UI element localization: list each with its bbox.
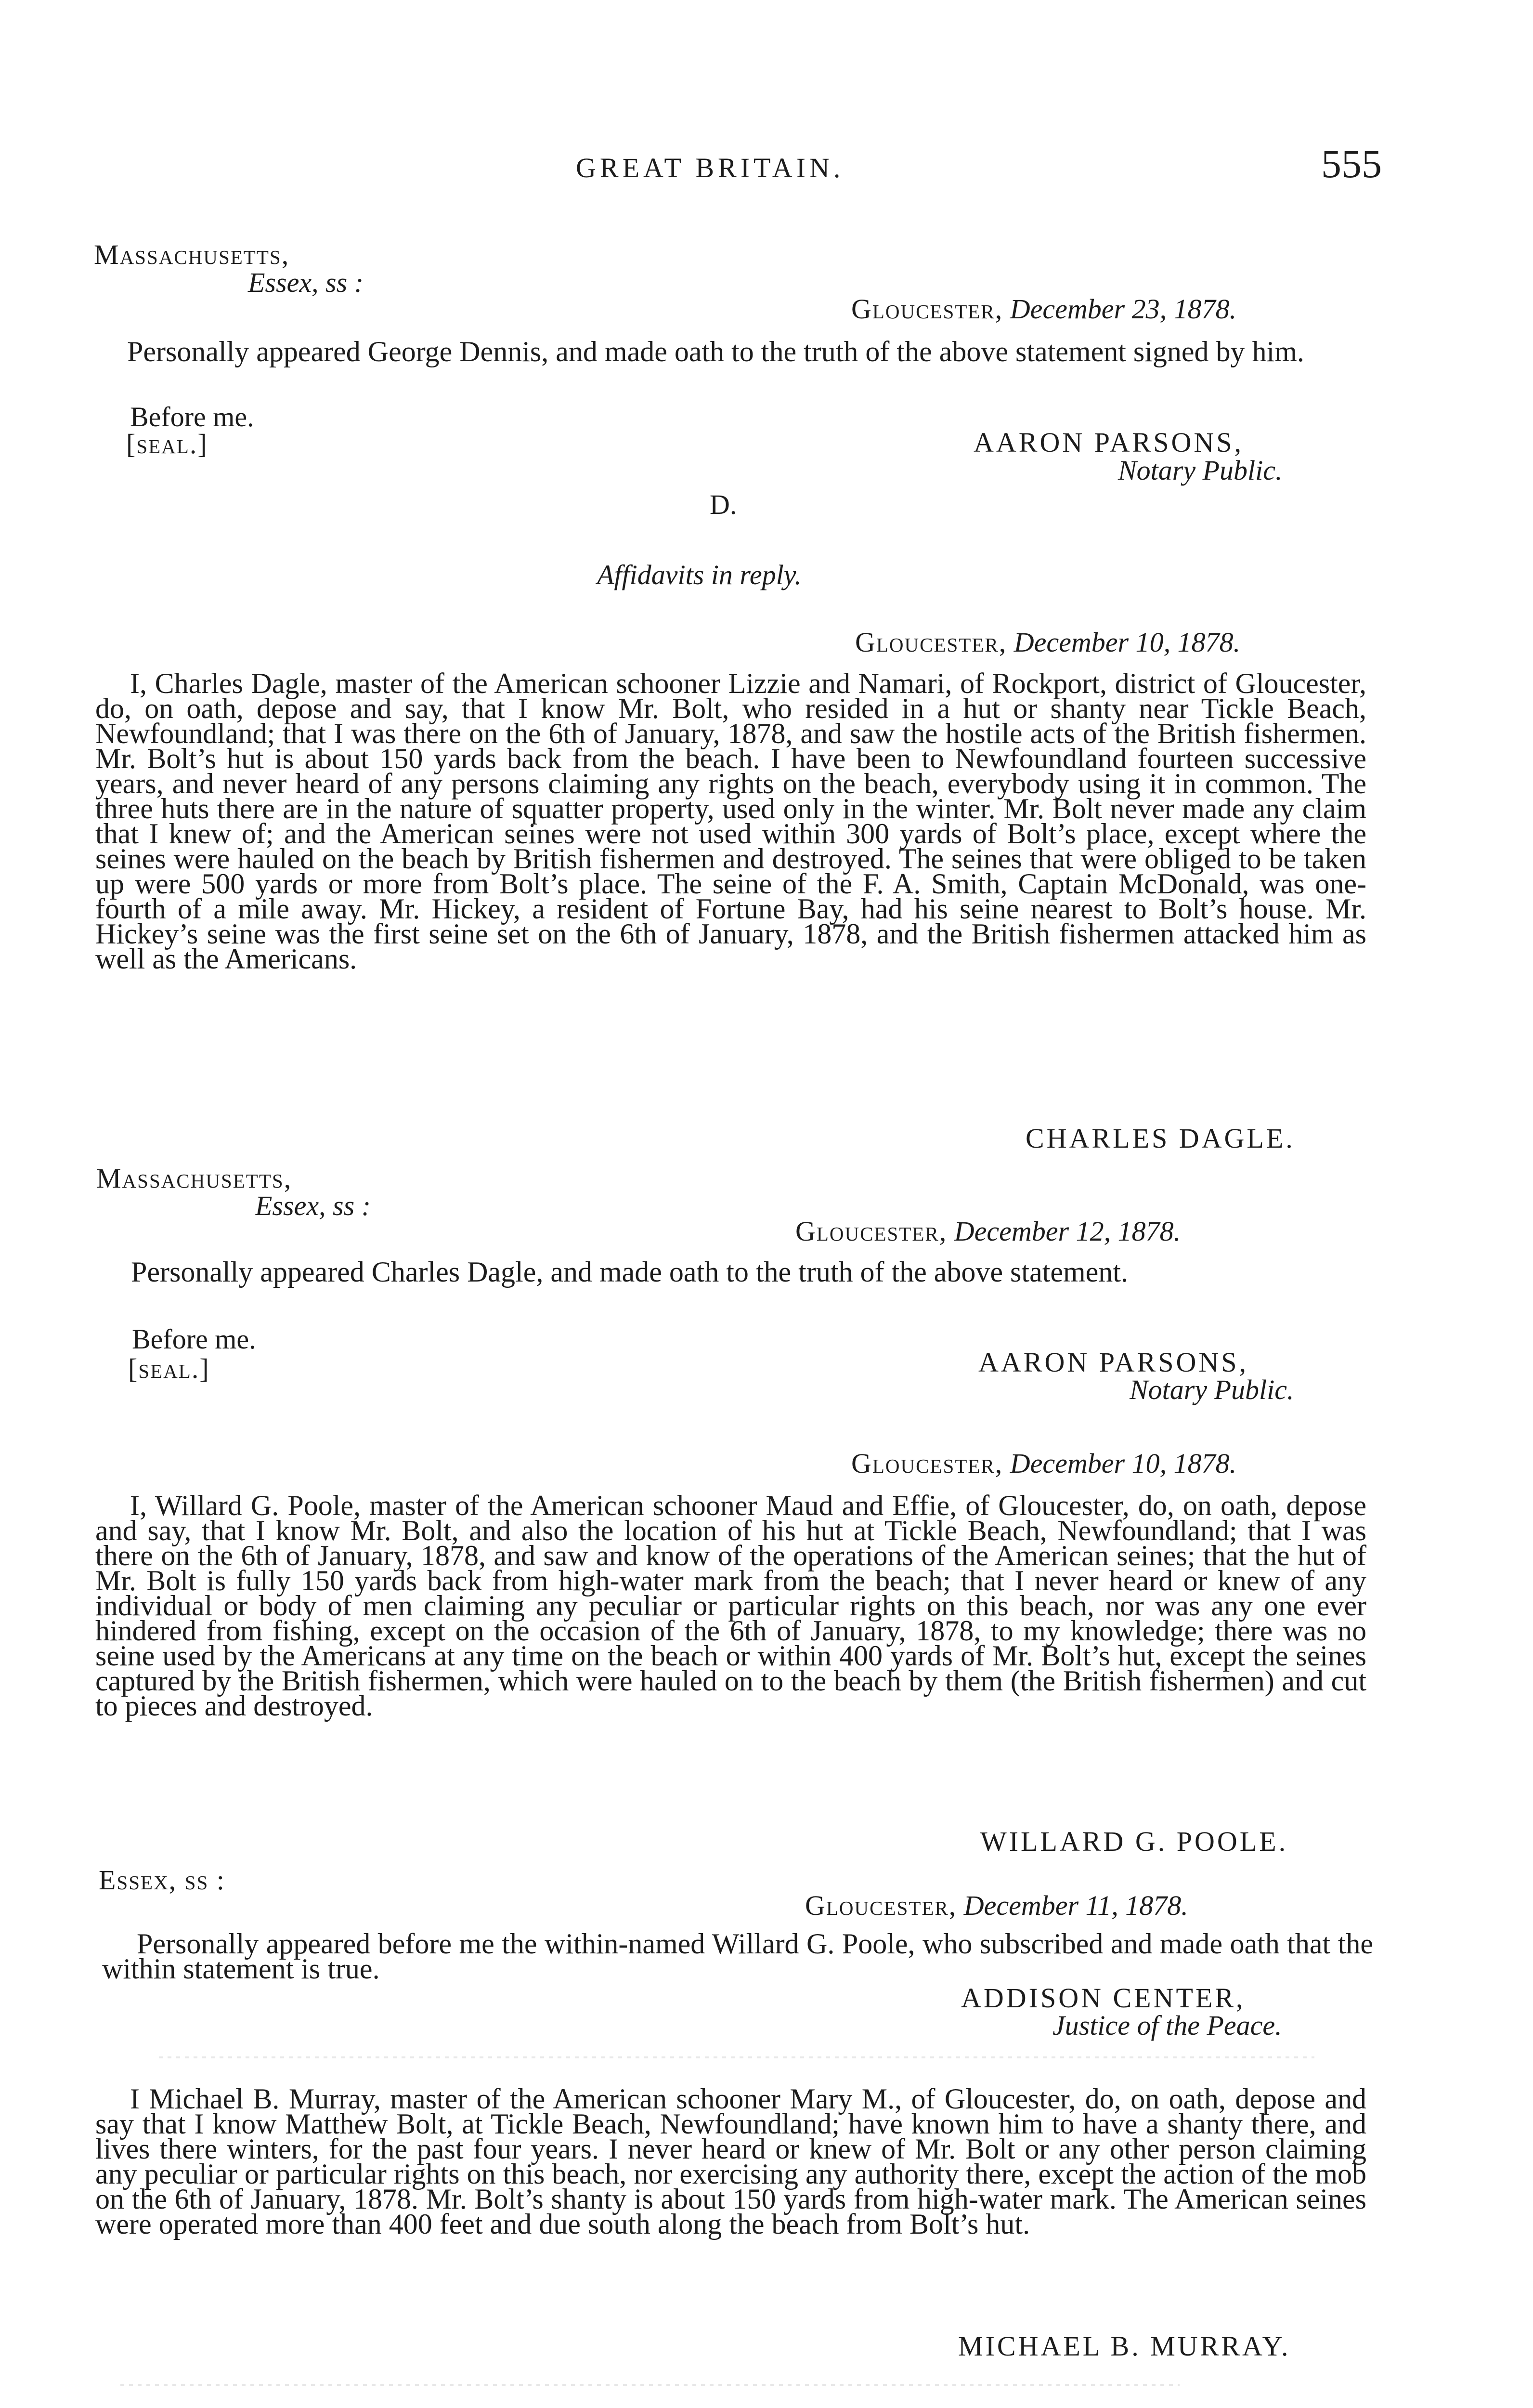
jurat-state: Massachusetts, bbox=[94, 239, 290, 270]
faint-show-through bbox=[120, 2384, 1180, 2386]
dateline-date: December 23, 1878. bbox=[1010, 293, 1237, 325]
affidavit-murray: I Michael B. Murray, master of the American schooner Mary M., of Gloucester, do, on oath, depose and say that I know Matthew Bolt, at Tickle Beach, Newfoundland; have known him to have a shanty there, and lives there winters, for the past four years. I never heard or knew of Mr. Bolt or any other person claiming any peculiar or particular rights on this beach, nor exercising any authority there, except the action of the mob on the 6th of January, 1878. Mr. Bolt’s shanty is about 150 yards from high-water mark. The American seines were operated more than 400 feet and due south along the beach from Bolt’s hut. bbox=[95, 2083, 1366, 2240]
appendix-heading: Affidavits in reply. bbox=[597, 559, 802, 590]
dateline bbox=[795, 1215, 1181, 1247]
dateline bbox=[805, 1889, 1188, 1922]
jurat-state: Massachusetts, bbox=[96, 1163, 292, 1194]
jurat-county: Essex, ss : bbox=[255, 1190, 371, 1221]
justice-title: Justice of the Peace. bbox=[1052, 2010, 1282, 2041]
dateline-date: December 10, 1878. bbox=[1010, 1448, 1237, 1479]
notary-name: AARON PARSONS, bbox=[974, 427, 1244, 458]
affidavit-dagle: I, Charles Dagle, master of the American schooner Lizzie and Namari, of Rockport, district of Gloucester, do, on oath, depose and say, that I know Mr. Bolt, who resided in a hut or shanty near Tickle Beach, Newfoundland; that I was there on the 6th of January, 1878, and saw the hostile acts of the British fishermen. Mr. Bolt’s hut is about 150 yards back from the beach. I have been to Newfoundland fourteen successive years, and never heard of any persons claiming any rights on the beach, everybody using it in common. The three huts there are in the nature of squatter property, used only in the winter. Mr. Bolt never made any claim that I knew of; and the American seines were not used within 300 yards of Bolt’s place, except where the seines were hauled on the beach by British fishermen and destroyed. The seines that were obliged to be taken up were 500 yards or more from Bolt’s place. The seine of the F. A. Smith, Captain McDonald, was one-fourth of a mile away. Mr. Hickey, a resident of Fortune Bay, had his seine nearest to Bolt’s house. Mr. Hickey’s seine was the first seine set on the 6th of January, 1878, and the British fishermen attacked him as well as the Americans. bbox=[95, 667, 1366, 975]
jurat-paragraph: Personally appeared Charles Dagle, and made oath to the truth of the above statement. bbox=[131, 1256, 1128, 1288]
appendix-letter: D. bbox=[710, 489, 737, 520]
dateline bbox=[855, 626, 1240, 658]
dateline-place: Gloucester, bbox=[805, 1890, 957, 1921]
notary-name: AARON PARSONS, bbox=[978, 1347, 1249, 1378]
jurat-county-line bbox=[99, 1864, 225, 1896]
dateline-place: Gloucester, bbox=[795, 1216, 948, 1247]
jurat-paragraph: Personally appeared George Dennis, and made oath to the truth of the above statement signed by him. bbox=[127, 336, 1304, 367]
dateline bbox=[851, 293, 1236, 325]
jurat-county: Essex, ss : bbox=[248, 267, 364, 298]
seal-mark: [seal.] bbox=[128, 1353, 210, 1384]
notary-title: Notary Public. bbox=[1130, 1374, 1294, 1405]
dateline-place: Gloucester, bbox=[855, 627, 1007, 658]
notary-title: Notary Public. bbox=[1118, 455, 1283, 486]
before-me: Before me. bbox=[132, 1323, 256, 1355]
justice-name: ADDISON CENTER, bbox=[961, 1982, 1246, 2014]
seal-mark: [seal.] bbox=[126, 428, 208, 459]
dateline-place: Gloucester, bbox=[851, 293, 1003, 325]
page-number: 555 bbox=[1321, 142, 1382, 186]
before-me: Before me. bbox=[130, 401, 254, 432]
signature-poole: WILLARD G. POOLE. bbox=[980, 1826, 1288, 1857]
affidavit-poole: I, Willard G. Poole, master of the American schooner Maud and Effie, of Gloucester, do, on oath, depose and say, that I know Mr. Bolt, and also the location of his hut at Tickle Beach, Newfoundland; that I was there on the 6th of January, 1878, and saw and know of the operations of the American seines; that the hut of Mr. Bolt is fully 150 yards back from high-water mark from the beach; that I never heard or knew of any individual or body of men claiming any peculiar or particular rights on this beach, nor was any one ever hindered from fishing, except on the occasion of the 6th of January, 1878, to my knowledge; there was no seine used by the Americans at any time on the beach or within 400 yards of Mr. Bolt’s hut, except the seines captured by the British fishermen, which were hauled on to the beach by them (the British fishermen) and cut to pieces and destroyed. bbox=[95, 1490, 1366, 1722]
dateline-date: December 11, 1878. bbox=[963, 1890, 1188, 1921]
dateline-date: December 10, 1878. bbox=[1013, 627, 1241, 658]
signature-murray: MICHAEL B. MURRAY. bbox=[958, 2330, 1291, 2362]
faint-show-through bbox=[159, 2056, 1314, 2058]
dateline bbox=[851, 1447, 1236, 1479]
dateline-place: Gloucester, bbox=[851, 1448, 1003, 1479]
signature-dagle: CHARLES DAGLE. bbox=[1026, 1123, 1295, 1154]
jurat-paragraph: Personally appeared before me the within-named Willard G. Poole, who subscribed and made oath that the within statement is true. bbox=[102, 1928, 1373, 1985]
running-header-title: GREAT BRITAIN. bbox=[576, 152, 844, 183]
dateline-date: December 12, 1878. bbox=[954, 1216, 1181, 1247]
jurat-county: Essex, ss : bbox=[99, 1864, 225, 1896]
